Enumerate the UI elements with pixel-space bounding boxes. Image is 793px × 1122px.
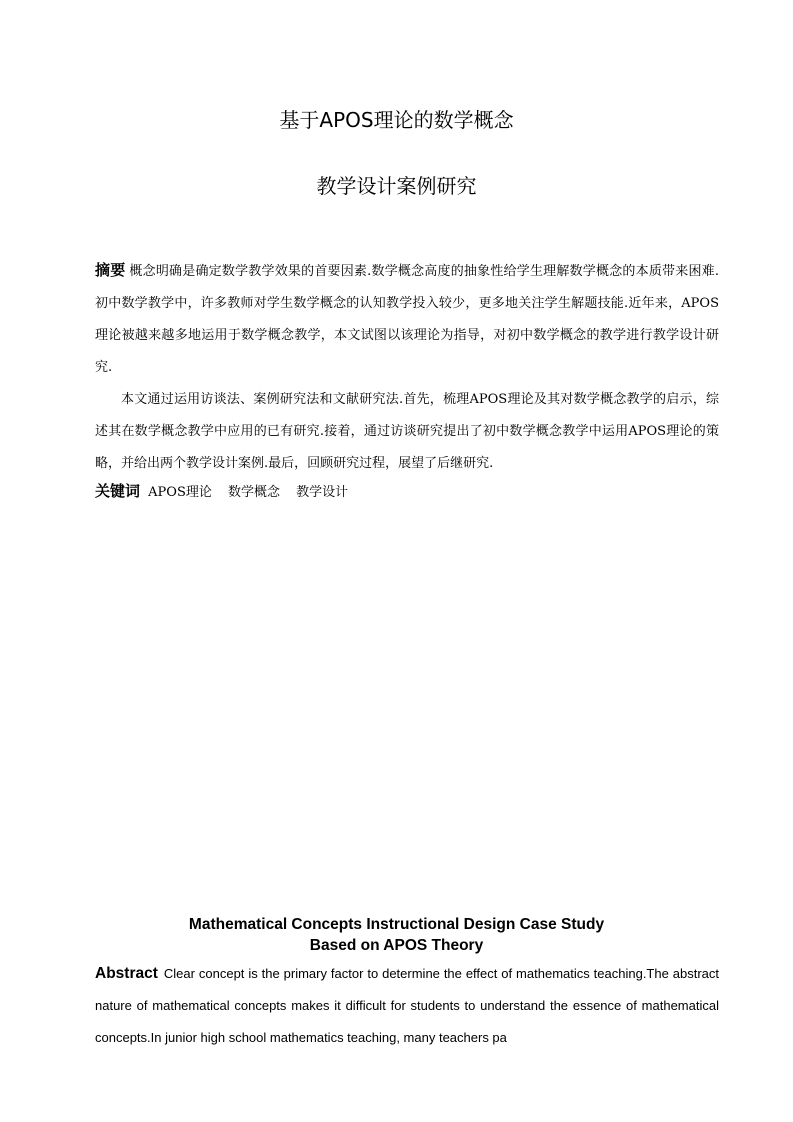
chinese-abstract — [95, 254, 719, 480]
english-title-line2: Based on APOS Theory — [309, 937, 484, 954]
chinese-abstract-paragraph-2: 本文通过运用访谈法、案例研究法和文献研究法.首先，梳理APOS理论及其对数学概念教学的启示，综述其在数学概念教学中应用的已有研究.接着，通过访谈研究提出了初中数学概念教学中运用APOS理论的策略，并给出两个教学设计案例.最后，回顾研究过程，展望了后继研究. — [95, 392, 719, 471]
english-title — [0, 914, 793, 956]
chinese-title-line2: 教学设计案例研究 — [316, 174, 477, 198]
english-abstract — [95, 958, 719, 1054]
english-abstract-text: Clear concept is the primary factor to determine the effect of mathematics teaching.The abstract nature of mathematical concepts makes it difficult for students to understand the essence of mathematical concepts.In junior high school mathematics teaching, many teachers pa — [95, 966, 719, 1045]
chinese-keywords-label: 关键词 — [95, 482, 141, 500]
chinese-abstract-text-1: 概念明确是确定数学教学效果的首要因素.数学概念高度的抽象性给学生理解数学概念的本质带来困难.初中数学教学中，许多教师对学生数学概念的认知教学投入较少，更多地关注学生解题技能.近年来，APOS理论被越来越多地运用于数学概念教学，本文试图以该理论为指导，对初中数学概念的教学进行教学设计研究. — [95, 264, 719, 375]
english-title-line1: Mathematical Concepts Instructional Design Case Study — [188, 916, 605, 933]
chinese-abstract-paragraph-1 — [95, 254, 719, 384]
english-abstract-label: Abstract — [95, 965, 158, 982]
chinese-title-line1: 基于APOS理论的数学概念 — [279, 108, 514, 132]
keyword-3: 教学设计 — [296, 485, 349, 500]
chinese-keywords — [95, 480, 719, 504]
keyword-2: 数学概念 — [228, 485, 281, 500]
keyword-1: APOS理论 — [148, 485, 212, 500]
chinese-abstract-label: 摘要 — [95, 261, 126, 279]
